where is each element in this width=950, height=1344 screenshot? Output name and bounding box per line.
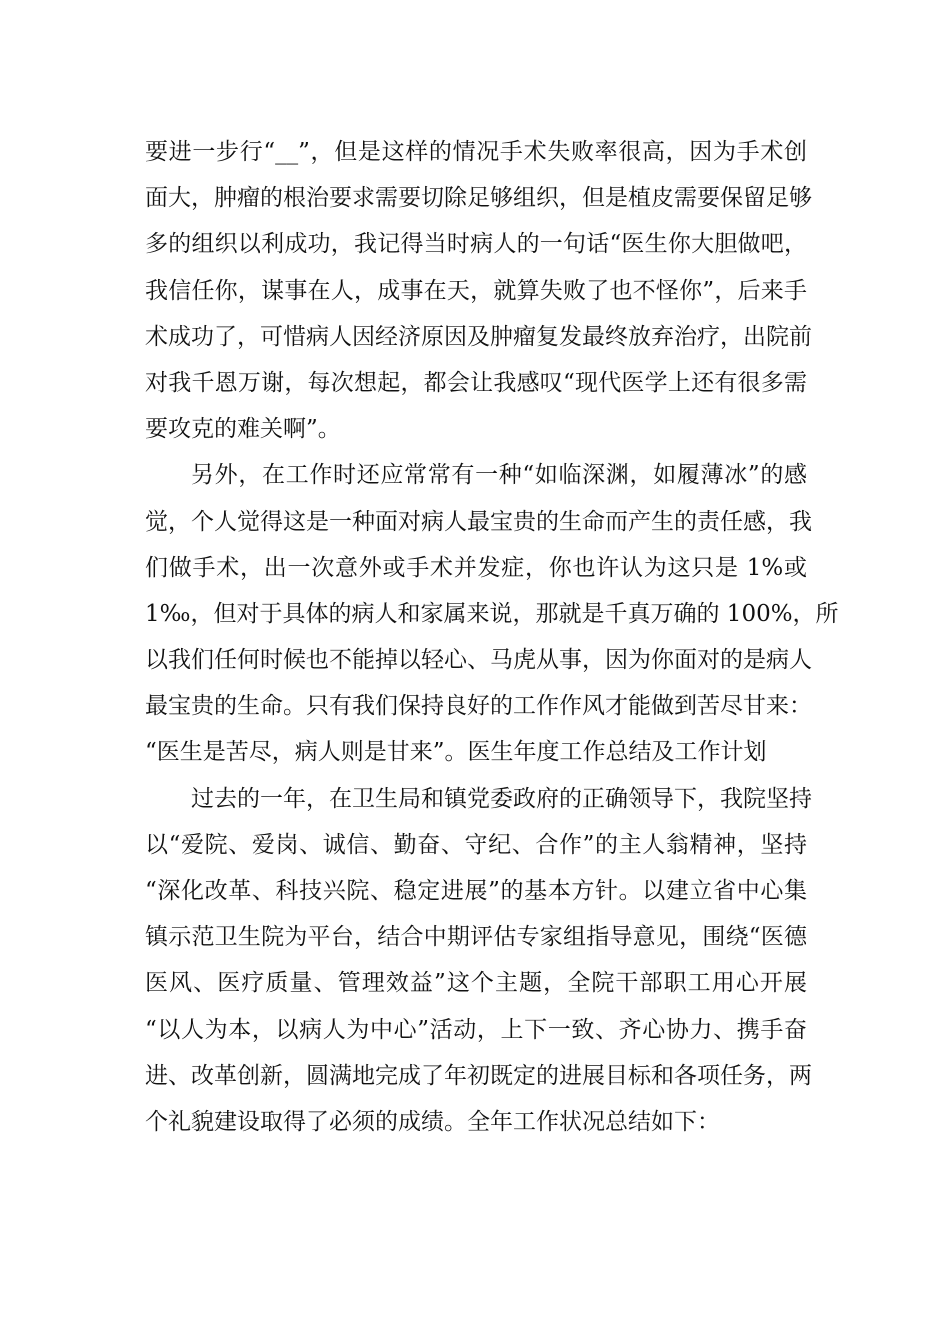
text-line: 镇示范卫生院为平台，结合中期评估专家组指导意见，围绕“医德	[145, 924, 807, 951]
text-line: 最宝贵的生命。只有我们保持良好的工作作风才能做到苦尽甘来：	[145, 693, 812, 720]
text-line: 我信任你，谋事在人，成事在天，就算失败了也不怪你”，后来手	[145, 277, 807, 304]
text-line: 以我们任何时候也不能掉以轻心、马虎从事，因为你面对的是病人	[145, 647, 812, 674]
text-line: “以人为本，以病人为中心”活动，上下一致、齐心协力、携手奋	[145, 1016, 807, 1043]
text-line: 过去的一年，在卫生局和镇党委政府的正确领导下，我院坚持	[191, 785, 812, 812]
text-line: 个礼貌建设取得了必须的成绩。全年工作状况总结如下：	[145, 1108, 720, 1135]
text-line: 们做手术，出一次意外或手术并发症，你也许认为这只是 1%或	[145, 554, 807, 581]
text-line: “深化改革、科技兴院、稳定进展”的基本方针。以建立省中心集	[145, 878, 807, 904]
text-line: 觉，个人觉得这是一种面对病人最宝贵的生命而产生的责任感，我	[145, 508, 812, 535]
text-line: 面大，肿瘤的根治要求需要切除足够组织，但是植皮需要保留足够	[145, 185, 812, 212]
paragraph-1	[145, 129, 812, 452]
text-line: 以“爱院、爱岗、诚信、勤奋、守纪、合作”的主人翁精神，坚持	[145, 831, 807, 858]
text-line: 多的组织以利成功，我记得当时病人的一句话“医生你大胆做吧，	[145, 231, 807, 258]
paragraph-3	[145, 776, 812, 1146]
text-line: 1‰，但对于具体的病人和家属来说，那就是千真万确的 100%，所	[145, 600, 839, 627]
text-line: 医风、医疗质量、管理效益”这个主题，全院干部职工用心开展	[145, 970, 807, 997]
text-line: 术成功了，可惜病人因经济原因及肿瘤复发最终放弃治疗，出院前	[145, 323, 812, 350]
text-line: 对我千恩万谢，每次想起，都会让我感叹“现代医学上还有很多需	[145, 369, 807, 396]
paragraph-2	[145, 452, 839, 775]
text-line: 另外，在工作时还应常常有一种“如临深渊，如履薄冰”的感	[191, 462, 807, 489]
text-line: “医生是苦尽，病人则是甘来”。医生年度工作总结及工作计划	[145, 739, 767, 766]
text-line: 要进一步行“__”，但是这样的情况手术失败率很高，因为手术创	[145, 139, 807, 165]
document-body	[145, 129, 839, 1145]
text-line: 要攻克的难关啊”。	[145, 416, 341, 443]
text-line: 进、改革创新，圆满地完成了年初既定的进展目标和各项任务，两	[145, 1062, 812, 1089]
